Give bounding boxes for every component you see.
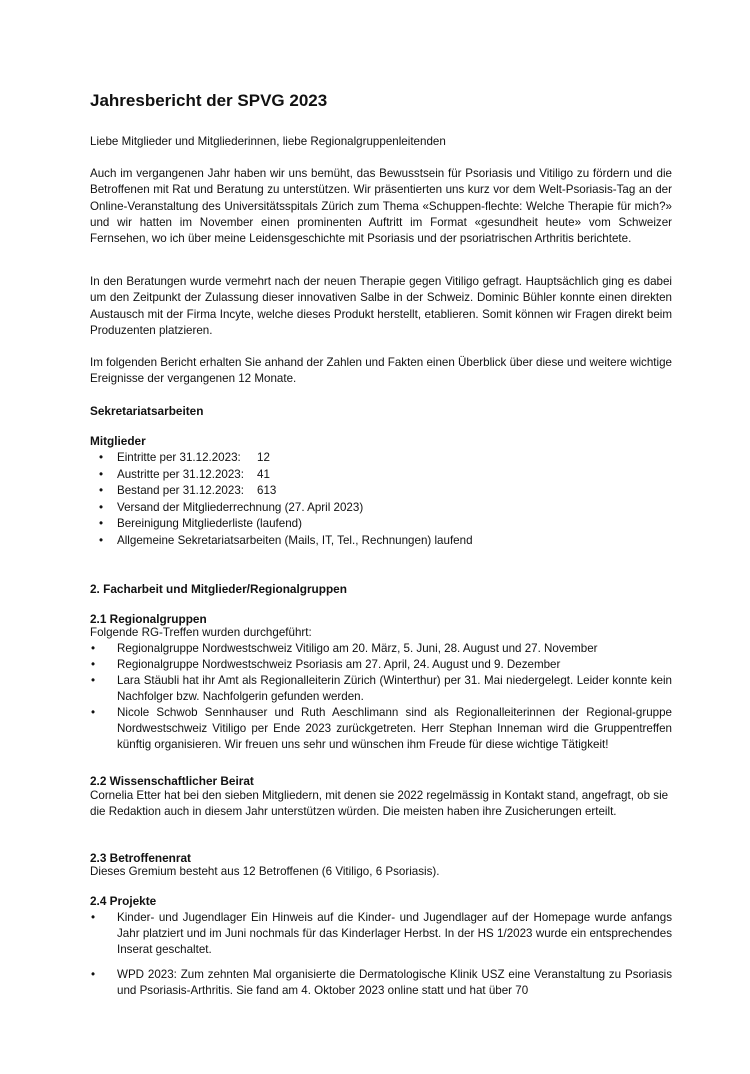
section-2-3-text: Dieses Gremium besteht aus 12 Betroffenen (6 Vitiligo, 6 Psoriasis). [90, 865, 440, 878]
section-2-heading: 2. Facharbeit und Mitglieder/Regionalgruppen [90, 582, 347, 596]
stat-value: 41 [257, 467, 270, 481]
projekte-list-1 [90, 910, 672, 958]
mitglieder-list [90, 450, 473, 549]
list-item: • WPD 2023: Zum zehnten Mal organisierte die Dermatologische Klinik USZ eine Veranstaltung zu Psoriasis und Psoriasis-Arthritis. Sie fand am 4. Oktober 2023 online statt und hat über 70 [90, 967, 672, 999]
section-2-2-heading: 2.2 Wissenschaftlicher Beirat [90, 774, 254, 788]
list-item: • Lara Stäubli hat ihr Amt als Regionalleiterin Zürich (Winterthur) per 31. Mai niedergelegt. Leider konnte kein Nachfolger bzw. Nachfolgerin gefunden werden. [90, 673, 672, 705]
regionalgruppen-list [90, 641, 672, 753]
list-item [90, 483, 473, 500]
section-2-2-text: Cornelia Etter hat bei den sieben Mitgliedern, mit denen sie 2022 regelmässig in Kontakt stand, angefragt, ob sie die Redaktion auch in diesem Jahr unterstützen würden. Die meisten haben ihre Zusicherungen erteilt. [90, 789, 669, 819]
list-item: • Regionalgruppe Nordwestschweiz Vitiligo am 20. März, 5. Juni, 28. August und 27. November [90, 641, 672, 657]
list-item [90, 467, 473, 484]
section-2-1-intro: Folgende RG-Treffen wurden durchgeführt: [90, 626, 312, 639]
projekte-list-2 [90, 967, 672, 999]
stat-label: Austritte per 31.12.2023: [117, 467, 244, 481]
stat-value: 613 [257, 484, 277, 497]
stat-label: Bestand per 31.12.2023: [117, 484, 244, 497]
greeting: Liebe Mitglieder und Mitgliederinnen, liebe Regionalgruppenleitenden [90, 135, 446, 148]
list-item: • Nicole Schwob Sennhauser und Ruth Aeschlimann sind als Regionalleiterinnen der Regional-gruppe Nordwestschweiz Vitiligo per Ende 2023 zurückgetreten. Herr Stephan Inneman wird die Gruppentreffen künftig organisieren. Wir freuen uns sehr und wünschen ihm Freude für diese wichtige Tätigkeit! [90, 705, 672, 753]
list-item: • Kinder- und Jugendlager Ein Hinweis auf die Kinder- und Jugendlager auf der Homepage wurde anfangs Jahr platziert und im Juni nochmals für das Kinderlager Herbst. In der HS 1/2023 wurde ein entsprechendes Inserat geschaltet. [90, 910, 672, 958]
list-item: • Versand der Mitgliederrechnung (27. April 2023) [90, 500, 473, 517]
list-item: • Allgemeine Sekretariatsarbeiten (Mails, IT, Tel., Rechnungen) laufend [90, 533, 473, 550]
section-2-4-heading: 2.4 Projekte [90, 894, 157, 908]
list-item [90, 450, 473, 467]
stat-value: 12 [257, 451, 270, 464]
mitglieder-heading: Mitglieder [90, 434, 146, 448]
intro-paragraph-1: Auch im vergangenen Jahr haben wir uns bemüht, das Bewusstsein für Psoriasis und Vitiligo zu fördern und die Betroffenen mit Rat und Beratung zu unterstützen. Wir präsentierten uns kurz vor dem Welt-Psoriasis-Tag an der Online-Veranstaltung des Universitätsspitals Zürich zum Thema «Schuppen-flechte: Welche Therapie für mich?» und wir hatten im November einen prominenten Auftritt im Format «gesundheit heute» vom Schweizer Fernsehen, wo ich über meine Leidensgeschichte mit Psoriasis und der psoriatrischen Arthritis berichtete. [90, 167, 672, 246]
list-item: • Regionalgruppe Nordwestschweiz Psoriasis am 27. April, 24. August und 9. Dezember [90, 657, 672, 673]
intro-paragraph-3: Im folgenden Bericht erhalten Sie anhand der Zahlen und Fakten einen Überblick über diese und weitere wichtige Ereignisse der vergangenen 12 Monate. [90, 356, 672, 386]
document-title: Jahresbericht der SPVG 2023 [90, 91, 328, 110]
stat-label: Eintritte per 31.12.2023: [117, 451, 241, 464]
section-2-3-heading: 2.3 Betroffenenrat [90, 851, 191, 865]
intro-paragraph-2: In den Beratungen wurde vermehrt nach der neuen Therapie gegen Vitiligo gefragt. Hauptsächlich ging es dabei um den Zeitpunkt der Zulassung dieser innovativen Salbe in der Schweiz. Dominic Bühler konnte einen direkten Austausch mit der Firma Incyte, welche dieses Produkt herstellt, etablieren. Somit können wir Fragen direkt beim Produzenten platzieren. [90, 275, 672, 337]
list-item: • Bereinigung Mitgliederliste (laufend) [90, 516, 473, 533]
section-2-1-heading: 2.1 Regionalgruppen [90, 612, 207, 626]
sekretariat-heading: Sekretariatsarbeiten [90, 404, 204, 418]
